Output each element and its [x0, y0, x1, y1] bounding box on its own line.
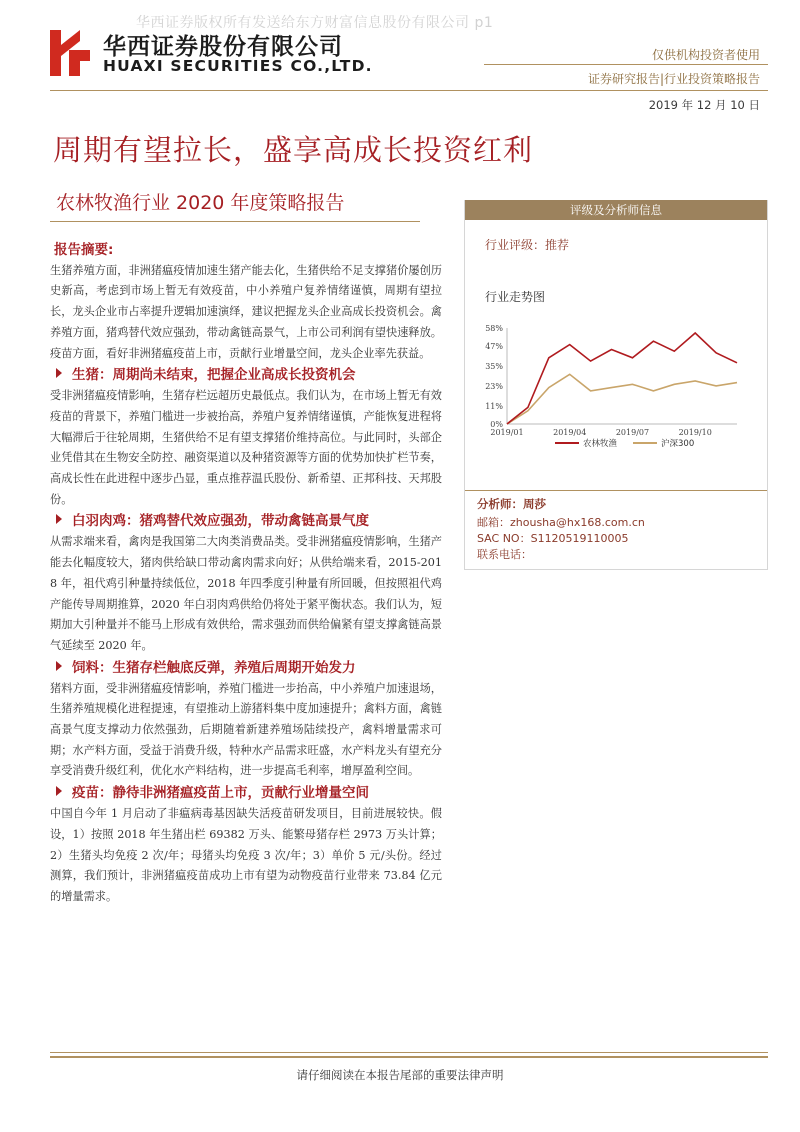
legend-label: 农林牧渔: [583, 439, 618, 449]
section-heading: [50, 364, 442, 386]
watermark: 华西证券版权所有发送给东方财富信息股份有限公司 p1: [136, 15, 494, 31]
section-body: 受非洲猪瘟疫情影响，生猪存栏远超历史最低点。我们认为，在市场上暂无有效疫苗的背景下，养殖门槛进一步被抬高，养殖户复养情绪谨慎，产能恢复进程将大幅滞后于往轮周期，生猪供给不足有望支撑猪价维持高位。与此同时，头部企业凭借其在生物安全防控、融资渠道以及种猪资源等方面的优势加快扩栏节奏，高成长性在此进程中逐步凸显，重点推荐温氏股份、新希望、正邦科技、天邦股份。: [50, 389, 442, 506]
subtitle-divider: [50, 221, 420, 222]
x-tick-label: 2019/07: [615, 428, 650, 437]
section-heading-text: 疫苗：静待非洲猪瘟疫苗上市，贡献行业增量空间: [72, 785, 369, 802]
x-tick-label: 2019/01: [490, 428, 524, 437]
report-title: 周期有望拉长，盛享高成长投资红利: [53, 133, 534, 167]
section-heading-text: 白羽肉鸡：猪鸡替代效应强劲，带动禽链高景气度: [72, 513, 369, 530]
bullet-icon: [56, 786, 62, 796]
y-tick-label: 11%: [485, 401, 503, 411]
summary-column: [50, 240, 442, 908]
bullet-icon: [56, 514, 62, 524]
bullet-icon: [56, 368, 62, 378]
report-date: 2019 年 12 月 10 日: [648, 98, 760, 112]
summary-heading: 报告摘要:: [54, 242, 114, 258]
section-heading: [50, 510, 442, 532]
section-body: 猪料方面，受非洲猪瘟疫情影响，养殖门槛进一步抬高，中小养殖户加速退场，生猪养殖规模化进程提速，有望推动上游猪料集中度加速提升；禽料方面，禽链高景气度支撑动力依然强劲，后期随着新建养殖场陆续投产，禽料增量需求可期；水产料方面，受益于消费升级，特种水产品需求旺盛，水产料龙头有望充分享受消费升级红利，优化水产料结构，进一步提高毛利率，增厚盈利空间。: [50, 681, 442, 778]
analyst-sac: SAC NO：S1120519110005: [477, 532, 629, 545]
footer-divider: [50, 1056, 768, 1058]
section-heading: [50, 782, 442, 804]
section-heading-text: 生猪：周期尚未结束，把握企业高成长投资机会: [72, 367, 356, 384]
report-subtitle: 农林牧渔行业 2020 年度策略报告: [56, 192, 345, 214]
analyst-email: 邮箱：zhousha@hx168.com.cn: [477, 516, 645, 529]
company-name-cn: 华西证券股份有限公司: [103, 34, 343, 60]
section-body: 从需求端来看，禽肉是我国第二大肉类消费品类。受非洲猪瘟疫情影响，生猪产能去化幅度较大，猪肉供给缺口带动禽肉需求向好；从供给端来看，2015-2018 年，祖代鸡引种量持续低位，2018 年四季度引种量有所回暖，但按照祖代鸡产能传导周期推算，2020 年白羽肉鸡供给仍将处于紧平衡状态。我们认为，短期加大引种量并不能马上形成有效供给，需求强劲而供给偏紧有望支撑禽链高景气延续至 2020 年。: [50, 535, 442, 652]
industry-rating: 行业评级：推荐: [485, 238, 570, 252]
x-tick-label: 2019/04: [553, 428, 587, 437]
trend-chart: [465, 312, 767, 472]
section-heading: [50, 657, 442, 679]
usage-note: 仅供机构投资者使用: [651, 48, 760, 62]
section-body: 中国自今年 1 月启动了非瘟病毒基因缺失活疫苗研发项目，目前进展较快。假设，1）按照 2018 年生猪出栏 69382 万头、能繁母猪存栏 2973 万头计算；2）生猪头均免疫 2 次/年；母猪头均免疫 3 次/年；3）单价 5 元/头份。经过测算，我们预计，非洲猪瘟疫苗成功上市有望为动物疫苗行业带来 73.84 亿元的增量需求。: [50, 807, 442, 903]
legend-label: 沪深300: [661, 439, 695, 449]
footer-divider: [50, 1052, 768, 1053]
rating-sidebar: [464, 200, 768, 570]
legal-notice: 请仔细阅读在本报告尾部的重要法律声明: [296, 1068, 504, 1082]
header-divider: [484, 64, 768, 65]
header-divider: [50, 90, 768, 91]
section-heading-text: 饲料：生猪存栏触底反弹，养殖后周期开始发力: [72, 659, 356, 676]
trend-chart-title: 行业走势图: [485, 290, 546, 304]
report-category: 证券研究报告|行业投资策略报告: [587, 72, 760, 86]
y-tick-label: 35%: [485, 362, 503, 372]
sidebar-divider: [465, 490, 767, 491]
y-tick-label: 58%: [485, 324, 503, 333]
y-tick-label: 0%: [490, 420, 503, 429]
analyst-phone: 联系电话：: [477, 548, 532, 561]
x-tick-label: 2019/10: [678, 428, 712, 437]
sidebar-header: 评级及分析师信息: [465, 200, 767, 220]
bullet-icon: [56, 661, 62, 671]
series-line: [507, 374, 737, 424]
company-logo: [50, 28, 373, 78]
company-name-en: HUAXI SECURITIES CO.,LTD.: [103, 57, 373, 75]
analyst-name: 分析师：周莎: [477, 497, 546, 511]
huaxi-logo-icon: [50, 30, 92, 76]
y-tick-label: 23%: [485, 381, 503, 391]
summary-intro: 生猪养殖方面，非洲猪瘟疫情加速生猪产能去化，生猪供给不足支撑猪价屡创历史新高，考虑到市场上暂无有效疫苗，中小养殖户复养情绪谨慎，周期有望拉长，龙头企业市占率提升逻辑加速演绎，建议把握龙头企业高成长投资机会。禽养殖方面，猪鸡替代效应强劲，带动禽链高景气，上市公司利润有望快速释放。疫苗方面，看好非洲猪瘟疫苗上市，贡献行业增量空间，龙头企业率先获益。: [50, 263, 442, 360]
series-line: [507, 333, 737, 424]
y-tick-label: 47%: [485, 342, 503, 352]
